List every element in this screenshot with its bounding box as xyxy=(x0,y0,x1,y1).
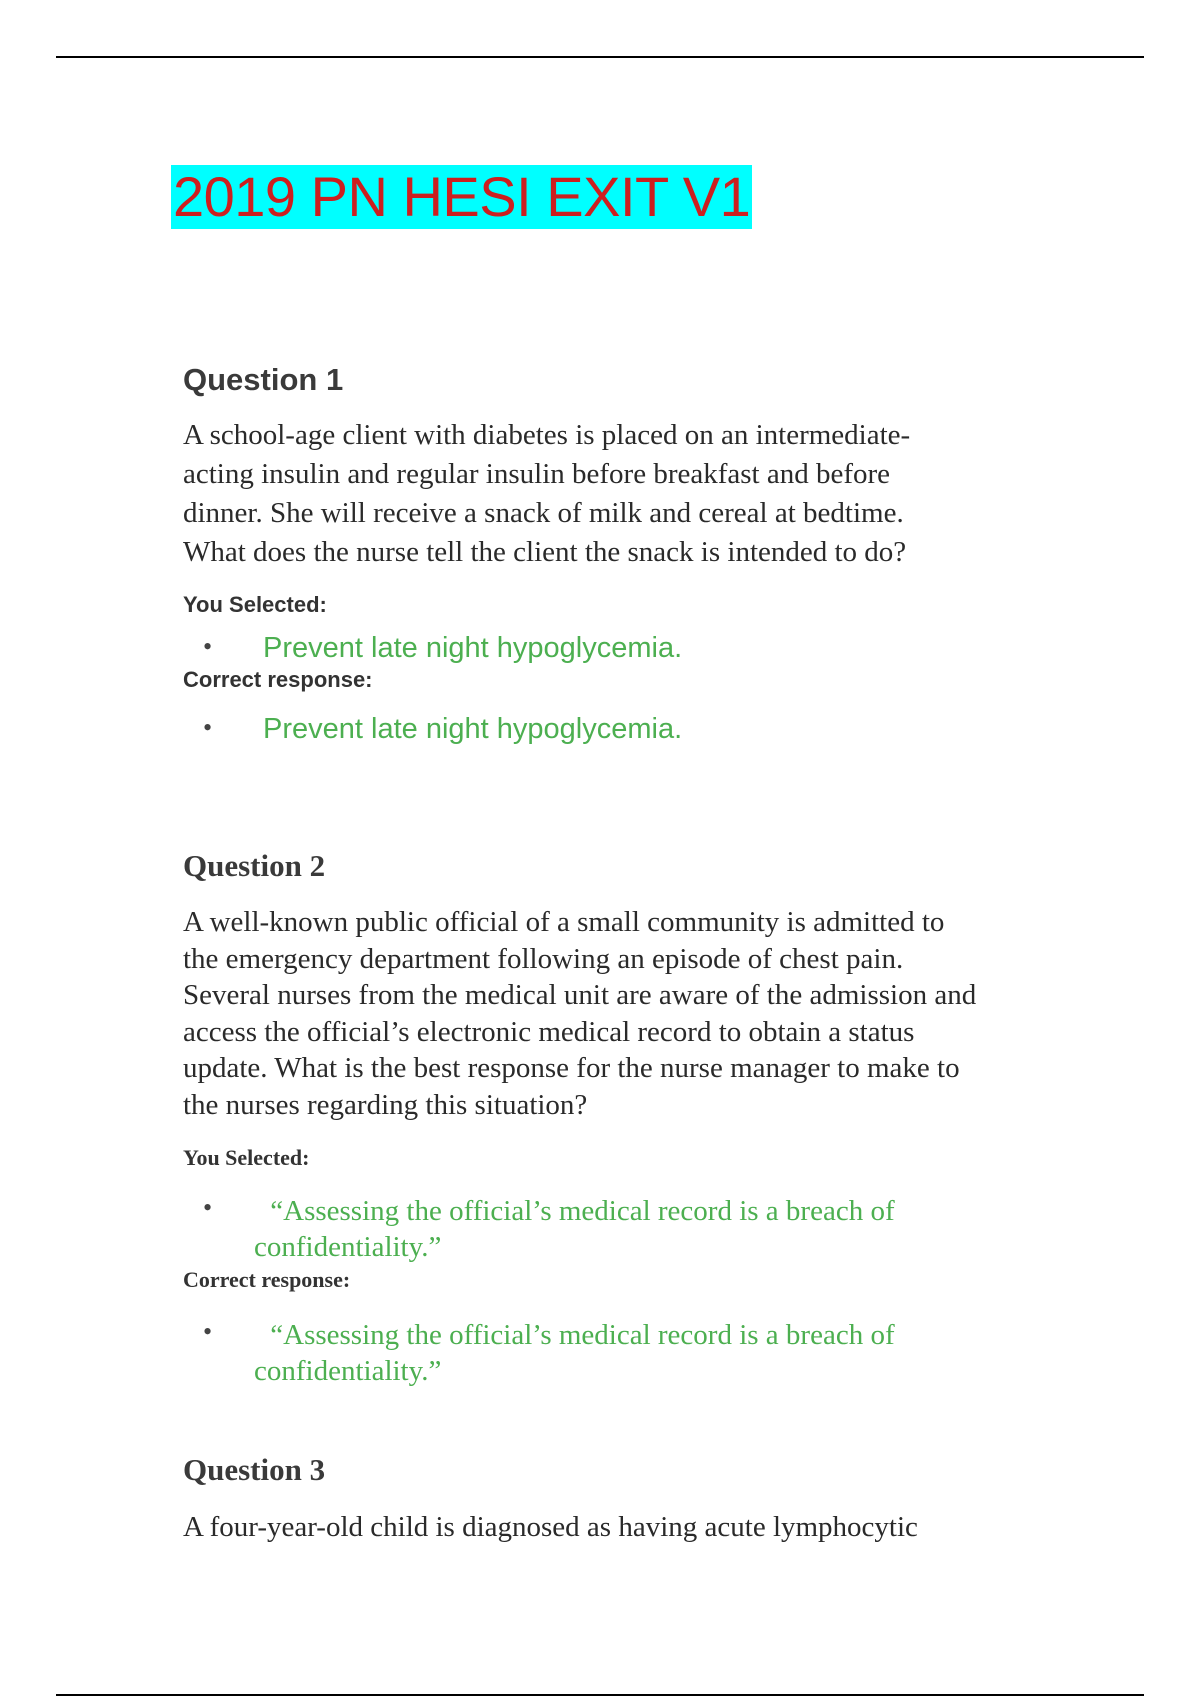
question-heading: Question 2 xyxy=(183,848,326,883)
question-1 xyxy=(183,362,1043,746)
correct-answer-text: Prevent late night hypoglycemia. xyxy=(263,713,683,745)
answer-line: confidentiality.” xyxy=(254,1231,442,1263)
bullet: • xyxy=(203,713,213,742)
question-text-line: access the official’s electronic medical record to obtain a status xyxy=(183,1015,915,1048)
correct-answer xyxy=(183,1317,1043,1389)
question-text-line: the nurses regarding this situation? xyxy=(183,1088,588,1121)
question-text-line: update. What is the best response for the nurse manager to make to xyxy=(183,1052,960,1084)
question-2 xyxy=(183,848,1043,1389)
you-selected-label: You Selected: xyxy=(183,1145,310,1170)
correct-response-label: Correct response: xyxy=(183,1267,351,1292)
title-wrap xyxy=(171,165,752,229)
question-text-line: Several nurses from the medical unit are aware of the admission and xyxy=(183,979,977,1011)
bullet: • xyxy=(203,1317,213,1346)
question-3 xyxy=(183,1452,1043,1547)
question-text-line: A four-year-old child is diagnosed as having acute lymphocytic xyxy=(183,1511,918,1543)
you-selected-label: You Selected: xyxy=(183,592,327,617)
question-text-line: A well-known public official of a small community is admitted to xyxy=(183,906,945,938)
answer-line: “Assessing the official’s medical record is a breach of xyxy=(263,1195,895,1227)
correct-answer xyxy=(183,713,1043,746)
question-text xyxy=(183,416,1043,572)
bottom-rule xyxy=(56,1694,1144,1696)
top-rule xyxy=(56,56,1144,58)
bullet: • xyxy=(203,632,213,661)
selected-answer xyxy=(183,1193,1043,1265)
document-title: 2019 PN HESI EXIT V1 xyxy=(173,165,751,228)
question-heading: Question 1 xyxy=(183,362,344,397)
correct-response-label: Correct response: xyxy=(183,667,373,692)
question-heading: Question 3 xyxy=(183,1452,326,1487)
answer-line: confidentiality.” xyxy=(254,1355,442,1387)
question-text-line: acting insulin and regular insulin before breakfast and before xyxy=(183,458,891,490)
answer-line: “Assessing the official’s medical record is a breach of xyxy=(263,1319,895,1351)
question-text-line: A school-age client with diabetes is placed on an intermediate- xyxy=(183,419,911,451)
question-text-line: What does the nurse tell the client the snack is intended to do? xyxy=(183,536,907,568)
bullet: • xyxy=(203,1193,213,1222)
selected-answer-text xyxy=(254,1193,895,1265)
question-text-line: the emergency department following an episode of chest pain. xyxy=(183,942,904,975)
question-text-line: dinner. She will receive a snack of milk and cereal at bedtime. xyxy=(183,497,904,529)
selected-answer-text: Prevent late night hypoglycemia. xyxy=(263,632,683,664)
question-text xyxy=(183,1508,1043,1547)
selected-answer xyxy=(183,632,1043,665)
correct-answer-text xyxy=(254,1317,895,1389)
question-text xyxy=(183,904,1043,1123)
